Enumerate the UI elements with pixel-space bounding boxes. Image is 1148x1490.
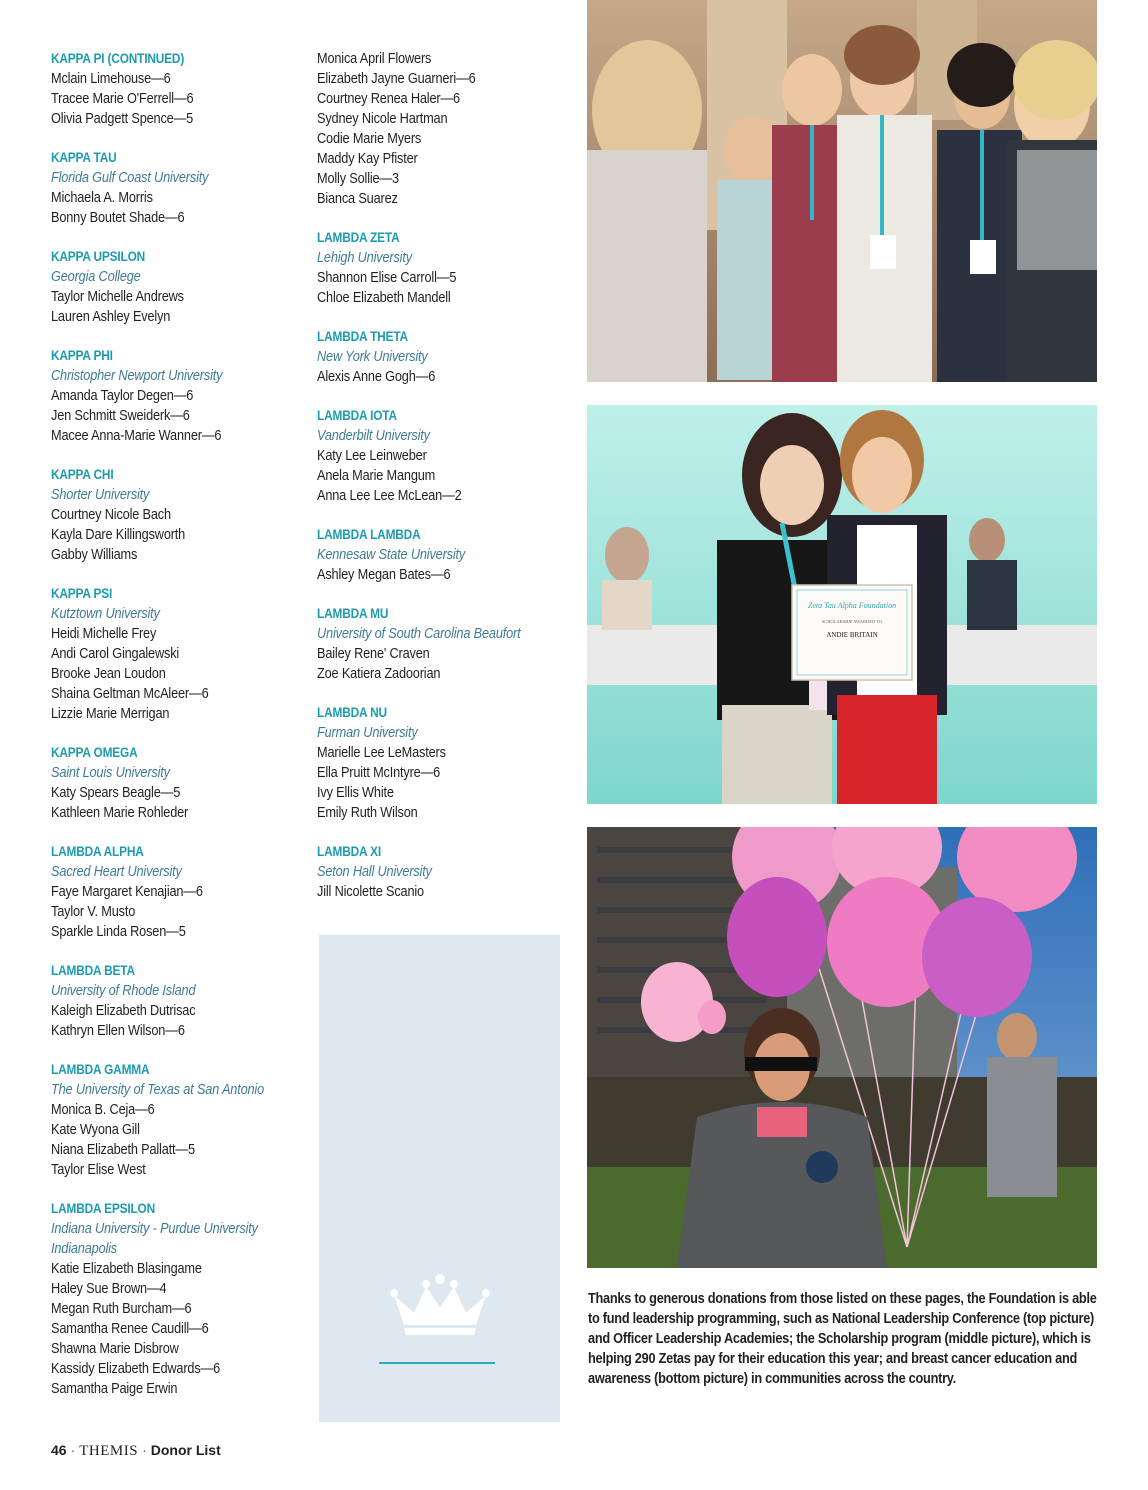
donor-name: Niana Elizabeth Pallatt—5: [51, 1141, 195, 1158]
donor-name: Emily Ruth Wilson: [317, 804, 418, 821]
donor-name: Maddy Kay Pfister: [317, 150, 418, 167]
photo-breast-cancer-walk: [587, 827, 1097, 1268]
chapter-heading: LAMBDA THETA: [317, 329, 408, 344]
chapter-heading: LAMBDA ZETA: [317, 230, 400, 245]
donor-name: Katy Spears Beagle—5: [51, 784, 181, 801]
caption-text: Thanks to generous donations from those listed on these pages, the Foundation is able to fund leadership programming, such as National Leadership Conference (top picture) and Officer Leadership Academies; the Scholarship program (middle picture), which is helping 290 Zetas pay for their education this year; and breast cancer education and awareness (bottom picture) in communities across the country.: [588, 1291, 1097, 1387]
donor-name: Ella Pruitt McIntyre—6: [317, 764, 441, 781]
school-name: Sacred Heart University: [51, 863, 182, 880]
donor-name: Macee Anna-Marie Wanner—6: [51, 427, 222, 444]
school-name: Shorter University: [51, 486, 150, 503]
donor-name: Olivia Padgett Spence—5: [51, 110, 194, 127]
donor-name: Shannon Elise Carroll—5: [317, 269, 457, 286]
donor-name: Kaleigh Elizabeth Dutrisac: [51, 1002, 196, 1019]
chapter-heading: LAMBDA IOTA: [317, 408, 397, 423]
separator: ·: [142, 1442, 147, 1458]
donor-name: Megan Ruth Burcham—6: [51, 1300, 192, 1317]
school-name: Kutztown University: [51, 605, 160, 622]
donor-name: Kassidy Elizabeth Edwards—6: [51, 1360, 221, 1377]
donor-name: Ashley Megan Bates—6: [317, 566, 451, 583]
school-name: Kennesaw State University: [317, 546, 466, 563]
donor-name: Tracee Marie O'Ferrell—6: [51, 90, 194, 107]
donor-name: Shaina Geltman McAleer—6: [51, 685, 209, 702]
chapter-heading: LAMBDA BETA: [51, 963, 135, 978]
donor-name: Michaela A. Morris: [51, 189, 153, 206]
chapter-section: [51, 49, 301, 129]
donor-name: Gabby Williams: [51, 546, 138, 563]
donor-name: Ivy Ellis White: [317, 784, 394, 801]
chapter-section: [317, 525, 572, 585]
chapter-heading: KAPPA PSI: [51, 586, 113, 601]
donor-name: Marielle Lee LeMasters: [317, 744, 446, 761]
donor-name: Taylor V. Musto: [51, 903, 136, 920]
chapter-heading: LAMBDA GAMMA: [51, 1062, 150, 1077]
chapter-heading: LAMBDA XI: [317, 844, 381, 859]
chapter-heading: LAMBDA LAMBDA: [317, 527, 421, 542]
photo-scholarship: [587, 405, 1097, 804]
donor-name: Bianca Suarez: [317, 190, 398, 207]
svg-text:ANDIE BRITAIN: ANDIE BRITAIN: [826, 631, 878, 639]
chapter-heading: KAPPA PI (CONTINUED): [51, 51, 185, 66]
donor-name: Anna Lee Lee McLean—2: [317, 487, 462, 504]
donor-name: Jen Schmitt Sweiderk—6: [51, 407, 190, 424]
donor-name: Zoe Katiera Zadoorian: [317, 665, 441, 682]
chapter-heading: KAPPA UPSILON: [51, 249, 146, 264]
section-label: Donor List: [150, 1442, 221, 1458]
school-name: University of Rhode Island: [51, 982, 196, 999]
donor-name: Alexis Anne Gogh—6: [317, 368, 436, 385]
chapter-heading: KAPPA PHI: [51, 348, 113, 363]
donor-name: Shawna Marie Disbrow: [51, 1340, 179, 1357]
donor-name: Codie Marie Myers: [317, 130, 422, 147]
chapter-section: [317, 604, 572, 684]
donor-name: Monica April Flowers: [317, 50, 432, 67]
chapter-heading: KAPPA CHI: [51, 467, 114, 482]
donor-name: Jill Nicolette Scanio: [317, 883, 424, 900]
school-name: Florida Gulf Coast University: [51, 169, 209, 186]
donor-name: Amanda Taylor Degen—6: [51, 387, 194, 404]
chapter-heading: LAMBDA MU: [317, 606, 389, 621]
chapter-section: [51, 961, 301, 1041]
donor-name: Taylor Michelle Andrews: [51, 288, 184, 305]
school-name: Vanderbilt University: [317, 427, 430, 444]
donor-name: Anela Marie Mangum: [317, 467, 436, 484]
donor-name: Mclain Limehouse—6: [51, 70, 171, 87]
chapter-section: [51, 465, 301, 565]
donor-name: Kathryn Ellen Wilson—6: [51, 1022, 185, 1039]
donor-name: Faye Margaret Kenajian—6: [51, 883, 203, 900]
donor-name: Katie Elizabeth Blasingame: [51, 1260, 202, 1277]
promo-box: [319, 935, 560, 1422]
donor-name: Lizzie Marie Merrigan: [51, 705, 170, 722]
page-number: 46: [51, 1442, 67, 1458]
donor-name: Elizabeth Jayne Guarneri—6: [317, 70, 476, 87]
donor-name: Haley Sue Brown—4: [51, 1280, 167, 1297]
svg-text:Zeta Tau Alpha Foundation: Zeta Tau Alpha Foundation: [807, 601, 897, 610]
separator: ·: [70, 1442, 76, 1458]
donor-name: Kate Wyona Gill: [51, 1121, 140, 1138]
chapter-section: [317, 703, 572, 823]
chapter-section: [51, 842, 301, 942]
school-name: Lehigh University: [317, 249, 412, 266]
school-name: Seton Hall University: [317, 863, 432, 880]
page-footer: [51, 1440, 221, 1461]
divider: [379, 1362, 495, 1364]
svg-text:SCHOLARSHIP AWARDED TO: SCHOLARSHIP AWARDED TO: [821, 619, 883, 624]
chapter-heading: LAMBDA ALPHA: [51, 844, 144, 859]
magazine-title: THEMIS: [79, 1443, 139, 1459]
donor-name: Samantha Paige Erwin: [51, 1380, 178, 1397]
chapter-heading: KAPPA TAU: [51, 150, 117, 165]
chapter-section: [317, 49, 572, 209]
donor-name: Sydney Nicole Hartman: [317, 110, 448, 127]
chapter-heading: LAMBDA EPSILON: [51, 1201, 156, 1216]
chapter-section: [51, 148, 301, 228]
school-name: Furman University: [317, 724, 418, 741]
school-name: Saint Louis University: [51, 764, 170, 781]
donor-name: Taylor Elise West: [51, 1161, 146, 1178]
chapter-section: [51, 346, 301, 446]
school-name: University of South Carolina Beaufort: [317, 625, 521, 642]
chapter-section: [51, 743, 301, 823]
donor-name: Monica B. Ceja—6: [51, 1101, 155, 1118]
chapter-heading: LAMBDA NU: [317, 705, 387, 720]
chapter-section: [317, 327, 572, 387]
photo-leadership-conference: [587, 0, 1097, 382]
donor-name: Courtney Nicole Bach: [51, 506, 171, 523]
chapter-section: [51, 1060, 301, 1180]
chapter-section: [51, 584, 301, 724]
donor-name: Lauren Ashley Evelyn: [51, 308, 171, 325]
photo-caption: [588, 1289, 1098, 1389]
donor-column-2: [317, 49, 572, 921]
school-name: New York University: [317, 348, 428, 365]
donor-name: Chloe Elizabeth Mandell: [317, 289, 451, 306]
school-name: Christopher Newport University: [51, 367, 223, 384]
donor-column-1: [51, 49, 301, 1418]
chapter-section: [317, 842, 572, 902]
donor-name: Kayla Dare Killingsworth: [51, 526, 186, 543]
donor-name: Heidi Michelle Frey: [51, 625, 157, 642]
donor-name: Bonny Boutet Shade—6: [51, 209, 185, 226]
chapter-section: [317, 406, 572, 506]
crown-icon: [388, 1273, 492, 1337]
chapter-section: [51, 1199, 301, 1399]
school-name: Indiana University - Purdue University Indianapolis: [51, 1220, 258, 1257]
school-name: The University of Texas at San Antonio: [51, 1081, 265, 1098]
donor-name: Bailey Rene' Craven: [317, 645, 430, 662]
donor-name: Andi Carol Gingalewski: [51, 645, 180, 662]
donor-name: Brooke Jean Loudon: [51, 665, 166, 682]
donor-name: Courtney Renea Haler—6: [317, 90, 460, 107]
donor-name: Kathleen Marie Rohleder: [51, 804, 189, 821]
chapter-section: [51, 247, 301, 327]
chapter-heading: KAPPA OMEGA: [51, 745, 138, 760]
school-name: Georgia College: [51, 268, 141, 285]
donor-name: Sparkle Linda Rosen—5: [51, 923, 186, 940]
chapter-section: [317, 228, 572, 308]
donor-name: Katy Lee Leinweber: [317, 447, 427, 464]
donor-name: Molly Sollie—3: [317, 170, 399, 187]
donor-name: Samantha Renee Caudill—6: [51, 1320, 209, 1337]
